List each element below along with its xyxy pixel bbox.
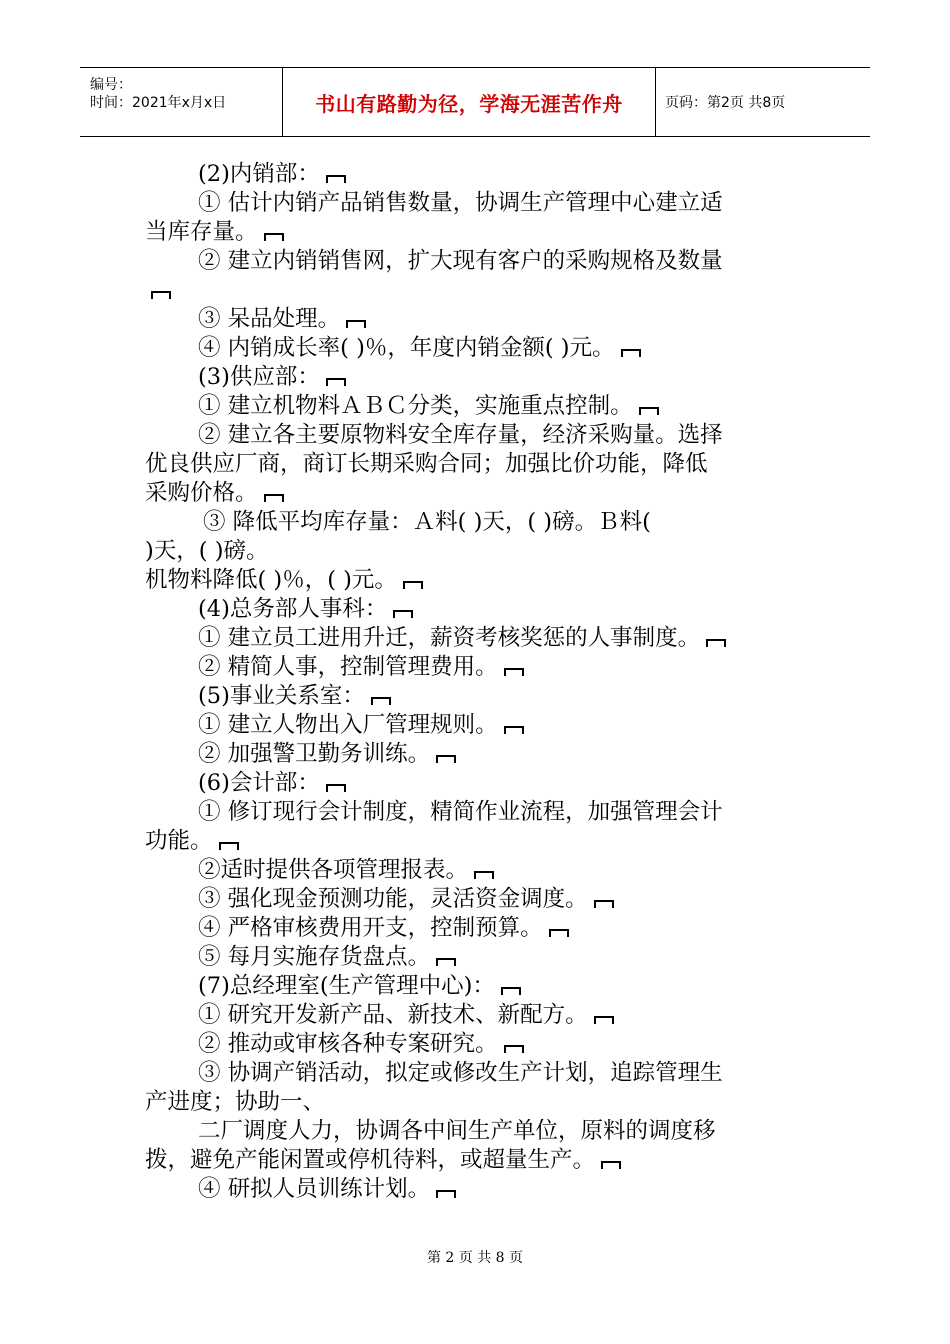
line-text: ① 研究开发新产品、新技术、新配方。 <box>198 1002 588 1028</box>
text-line <box>198 160 346 188</box>
text-line <box>198 798 723 826</box>
text-line <box>198 363 346 391</box>
paragraph-mark-icon <box>706 639 726 647</box>
line-text: (5)事业关系室： <box>198 683 365 709</box>
paragraph-mark-icon <box>601 1161 621 1169</box>
date-line: 时间：2021年x月x日 <box>90 95 227 111</box>
paragraph-mark-icon <box>504 668 524 676</box>
line-text: 采购价格。 <box>145 480 258 506</box>
text-line <box>198 1175 456 1203</box>
text-line <box>198 972 521 1000</box>
line-text: ③ 降低平均库存量：Ａ料( )天，( )磅。Ｂ料( <box>203 509 651 535</box>
text-line <box>198 914 569 942</box>
text-line <box>198 653 524 681</box>
paragraph-mark-icon <box>151 291 171 299</box>
paragraph-mark-icon <box>264 233 284 241</box>
text-line <box>198 1001 614 1029</box>
header-page-info: 页码：第2页 共8页 <box>665 95 786 111</box>
text-line <box>145 218 284 246</box>
line-text: 拨，避免产能闲置或停机待料，或超量生产。 <box>145 1147 596 1173</box>
line-text: ② 加强警卫勤务训练。 <box>198 741 431 767</box>
line-text: ③ 强化现金预测功能，灵活资金调度。 <box>198 886 588 912</box>
line-text: 功能。 <box>145 828 213 854</box>
line-text: )天，( )磅。 <box>145 538 269 564</box>
line-text: (6)会计部： <box>198 770 320 796</box>
paragraph-mark-icon <box>436 1190 456 1198</box>
paragraph-mark-icon <box>403 581 423 589</box>
paragraph-mark-icon <box>219 842 239 850</box>
line-text: 当库存量。 <box>145 219 258 245</box>
text-line <box>145 1146 621 1174</box>
line-text: ③ 呆品处理。 <box>198 306 341 332</box>
line-text: ④ 内销成长率( )％，年度内销金额( )元。 <box>198 335 615 361</box>
paragraph-mark-icon <box>594 1016 614 1024</box>
text-line <box>145 450 708 478</box>
line-text: ④ 研拟人员训练计划。 <box>198 1176 431 1202</box>
text-line <box>198 682 391 710</box>
text-line <box>198 421 723 449</box>
line-text: 机物料降低( )％，( )元。 <box>145 567 397 593</box>
paragraph-mark-icon <box>264 494 284 502</box>
line-text: ② 建立内销销售网，扩大现有客户的采购规格及数量 <box>198 248 723 274</box>
paragraph-mark-icon <box>346 320 366 328</box>
line-text: ① 建立机物料ＡＢＣ分类，实施重点控制。 <box>198 393 633 419</box>
line-text: ① 建立人物出入厂管理规则。 <box>198 712 498 738</box>
header-motto-cell <box>282 68 656 136</box>
header-page-cell <box>655 68 870 136</box>
line-text: ② 精简人事，控制管理费用。 <box>198 654 498 680</box>
line-text: 产进度；协助一、 <box>145 1089 326 1115</box>
text-line <box>198 247 723 275</box>
text-line <box>203 508 651 536</box>
text-line <box>198 943 456 971</box>
text-line <box>198 392 659 420</box>
line-text: ④ 严格审核费用开支，控制预算。 <box>198 915 543 941</box>
text-line <box>198 1030 524 1058</box>
text-line <box>198 769 346 797</box>
serial-label: 编号： <box>90 77 132 93</box>
paragraph-mark-icon <box>594 900 614 908</box>
text-line <box>145 1088 325 1116</box>
line-text: ② 建立各主要原物料安全库存量，经济采购量。选择 <box>198 422 723 448</box>
line-text: (7)总经理室(生产管理中心)： <box>198 973 495 999</box>
text-line <box>198 1059 723 1087</box>
text-line <box>198 595 413 623</box>
line-text: ③ 协调产销活动，拟定或修改生产计划，追踪管理生 <box>198 1060 723 1086</box>
text-line <box>145 479 284 507</box>
text-line <box>145 566 423 594</box>
text-line <box>145 276 171 304</box>
text-line <box>145 827 239 855</box>
text-line <box>198 305 366 333</box>
text-line <box>198 711 524 739</box>
paragraph-mark-icon <box>501 987 521 995</box>
paragraph-mark-icon <box>504 1045 524 1053</box>
line-text: (3)供应部： <box>198 364 320 390</box>
paragraph-mark-icon <box>639 407 659 415</box>
paragraph-mark-icon <box>621 349 641 357</box>
paragraph-mark-icon <box>326 175 346 183</box>
text-line <box>198 856 494 884</box>
line-text: (2)内销部： <box>198 161 320 187</box>
page-footer: 第 2 页 共 8 页 <box>426 1250 524 1266</box>
text-line <box>198 1117 716 1145</box>
text-line <box>198 334 641 362</box>
paragraph-mark-icon <box>436 755 456 763</box>
text-line <box>198 740 456 768</box>
page-header <box>80 67 870 137</box>
text-line <box>198 885 614 913</box>
line-text: ① 估计内销产品销售数量，协调生产管理中心建立适 <box>198 190 723 216</box>
paragraph-mark-icon <box>326 784 346 792</box>
line-text: ① 建立员工进用升迁，薪资考核奖惩的人事制度。 <box>198 625 701 651</box>
line-text: ⑤ 每月实施存货盘点。 <box>198 944 431 970</box>
header-motto: 书山有路勤为径，学海无涯苦作舟 <box>315 91 623 116</box>
text-line <box>145 537 269 565</box>
paragraph-mark-icon <box>504 726 524 734</box>
paragraph-mark-icon <box>474 871 494 879</box>
paragraph-mark-icon <box>371 697 391 705</box>
line-text: 二厂调度人力，协调各中间生产单位，原料的调度移 <box>198 1118 716 1144</box>
line-text: 优良供应厂商，商订长期采购合同；加强比价功能，降低 <box>145 451 708 477</box>
line-text: ②适时提供各项管理报表。 <box>198 857 469 883</box>
text-line <box>198 624 726 652</box>
paragraph-mark-icon <box>436 958 456 966</box>
paragraph-mark-icon <box>326 378 346 386</box>
paragraph-mark-icon <box>549 929 569 937</box>
line-text: ① 修订现行会计制度，精简作业流程，加强管理会计 <box>198 799 723 825</box>
header-meta-cell <box>80 68 280 136</box>
paragraph-mark-icon <box>393 610 413 618</box>
text-line <box>198 189 723 217</box>
line-text: ② 推动或审核各种专案研究。 <box>198 1031 498 1057</box>
line-text: (4)总务部人事科： <box>198 596 388 622</box>
